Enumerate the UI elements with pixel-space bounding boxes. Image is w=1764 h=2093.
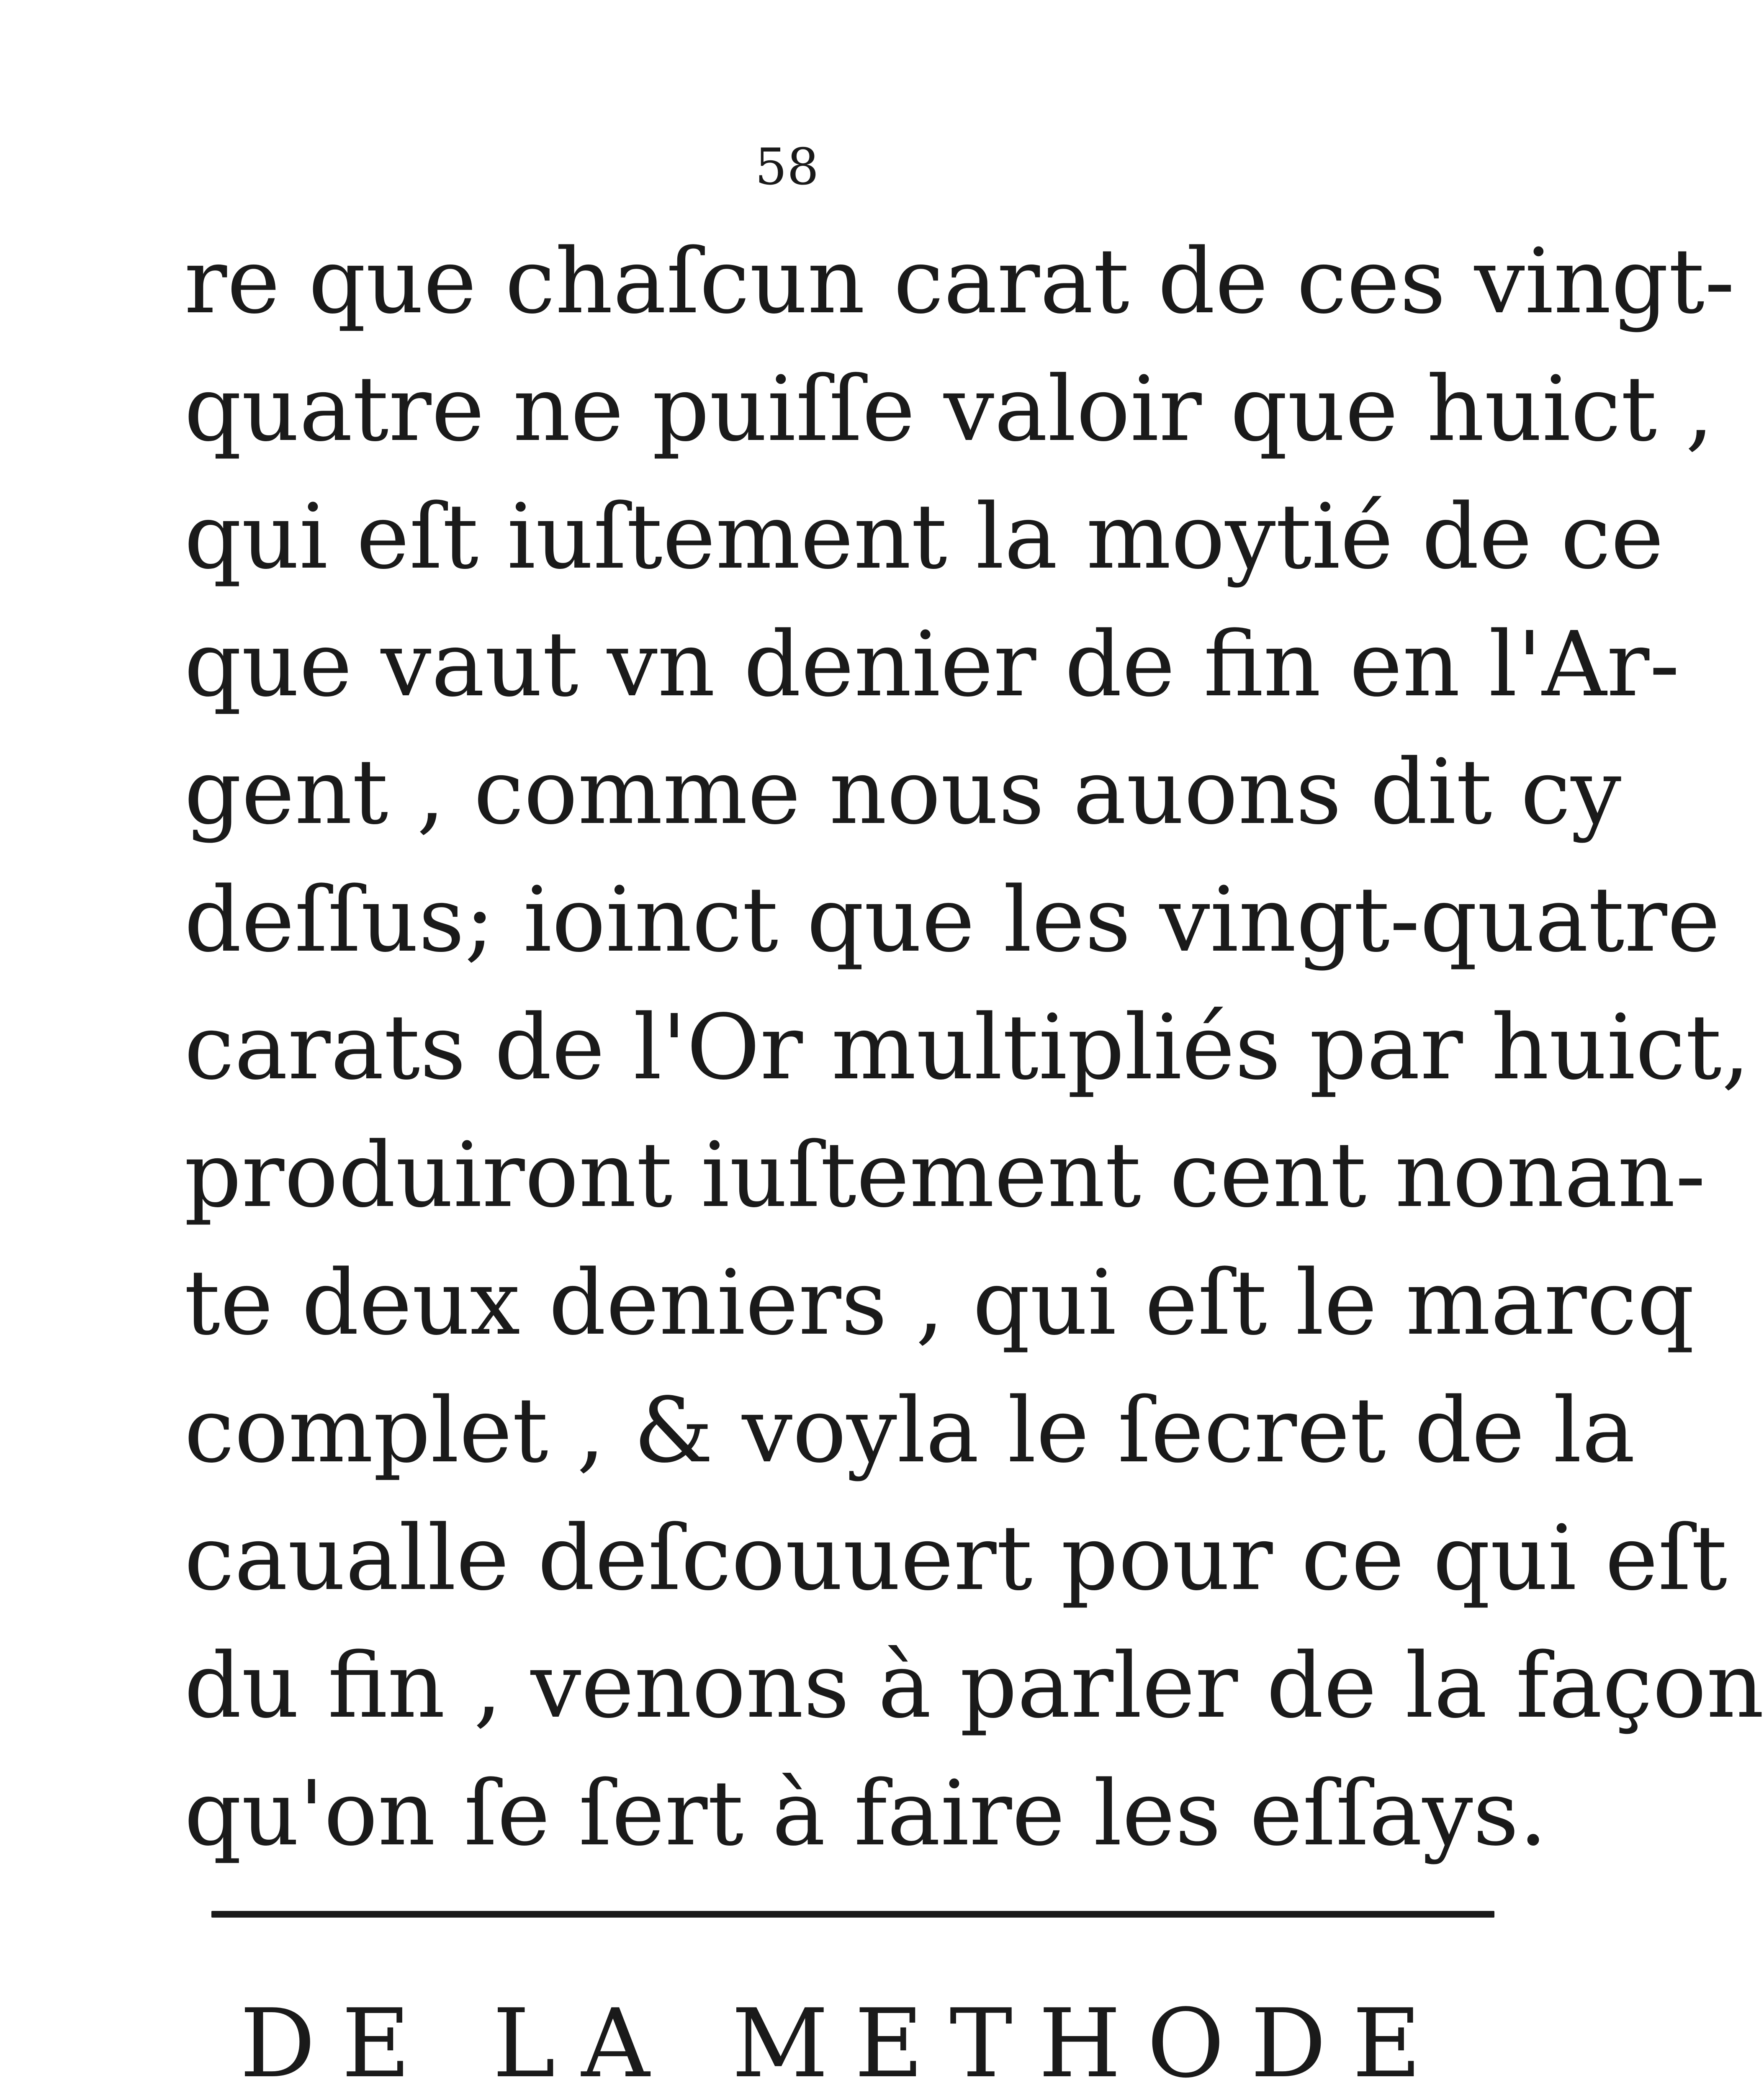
text-line: du fin , venons à parler de la façon	[184, 1634, 1764, 1738]
text-line: que vaut vn denier de fin en l'Ar-	[184, 612, 1680, 717]
section-divider-rule	[211, 1911, 1494, 1918]
text-line: gent , comme nous auons dit cy	[184, 740, 1622, 844]
page-number: 58	[755, 138, 819, 196]
text-line: re que chaſcun carat de ces vingt-	[184, 229, 1735, 334]
text-line: caualle deſcouuert pour ce qui eſt	[184, 1506, 1728, 1610]
text-line: qui eſt iuſtement la moytié de ce	[184, 485, 1664, 589]
text-line: qu'on ſe ſert à faire les eſſays.	[184, 1761, 1548, 1866]
text-line: produiront iuſtement cent nonan-	[184, 1123, 1706, 1227]
body-text	[184, 218, 1764, 1877]
section-title: DE LA METHODE	[239, 1989, 1448, 2093]
text-line: te deux deniers , qui eſt le marcq	[184, 1251, 1695, 1355]
text-line: quatre ne puiſſe valoir que huict ,	[184, 357, 1714, 461]
text-line: carats de l'Or multipliés par huict,	[184, 995, 1750, 1100]
text-line: complet , & voyla le ſecret de la	[184, 1378, 1635, 1483]
text-line: deſſus; ioinct que les vingt-quatre	[184, 868, 1720, 972]
